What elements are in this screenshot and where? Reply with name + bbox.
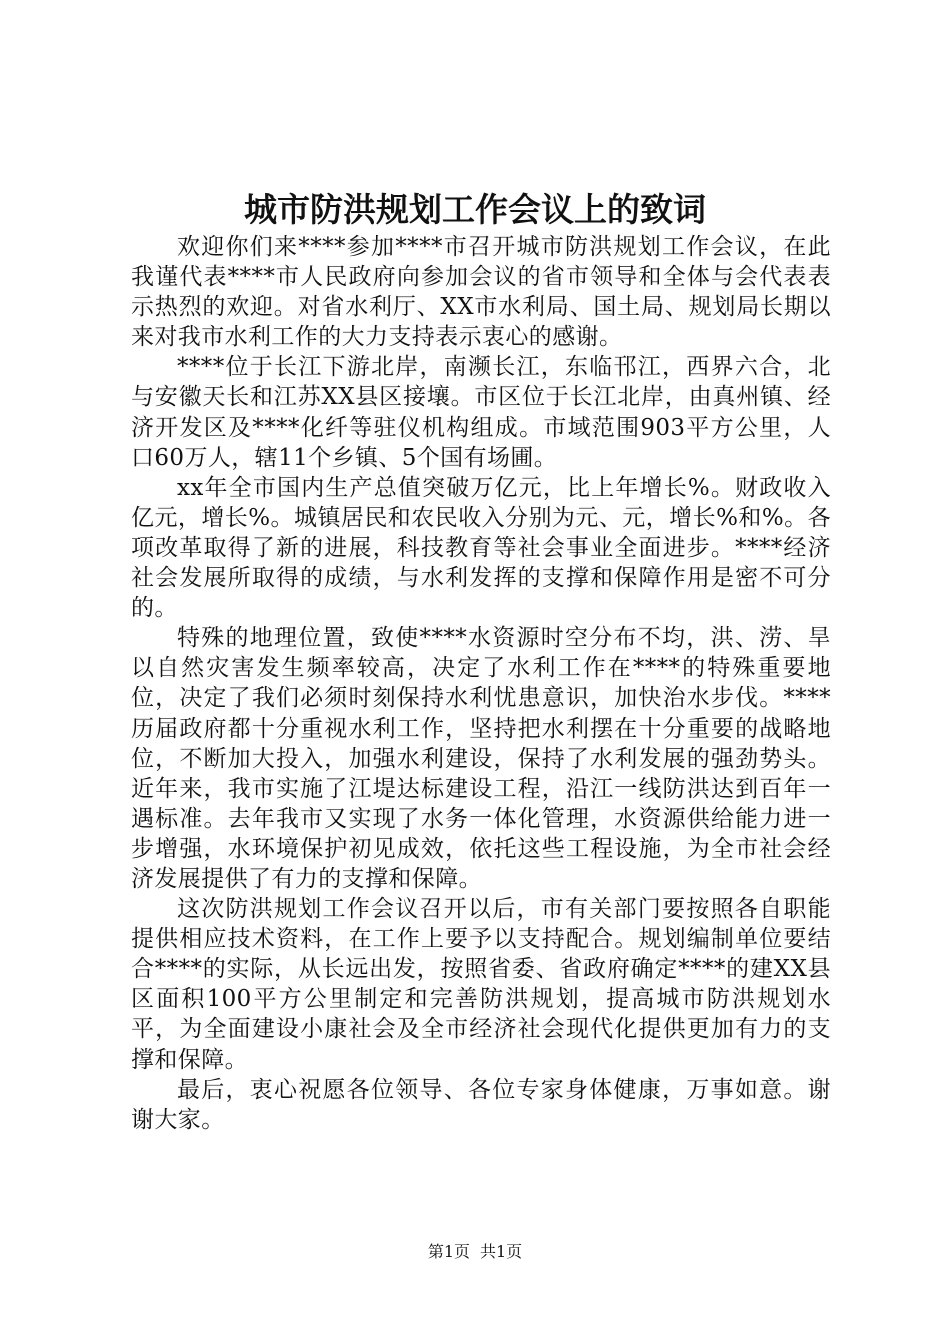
page-number: 第1页 <box>427 1242 470 1261</box>
paragraph-location: ****位于长江下游北岸，南濒长江，东临邗江，西界六合，北与安徽天长和江苏XX县区接壤。市区位于长江北岸，由真州镇、经济开发区及****化纤等驻仪机构组成。市域范围903平方公里，人口60万人，辖11个乡镇、5个国有场圃。 <box>131 354 831 471</box>
page-total: 共1页 <box>480 1242 523 1261</box>
paragraph-economy: xx年全市国内生产总值突破万亿元，比上年增长%。财政收入亿元，增长%。城镇居民和农民收入分别为元、元，增长%和%。各项改革取得了新的进展，科技教育等社会事业全面进步。****经济社会发展所取得的成绩，与水利发挥的支撑和保障作用是密不可分的。 <box>131 474 831 622</box>
paragraph-closing: 最后，衷心祝愿各位领导、各位专家身体健康，万事如意。谢谢大家。 <box>131 1076 831 1133</box>
paragraph-water-conservancy: 特殊的地理位置，致使****水资源时空分布不均，洪、涝、旱以自然灾害发生频率较高，决定了水利工作在****的特殊重要地位，决定了我们必须时刻保持水利忧患意识，加快治水步伐。****历届政府都十分重视水利工作，坚持把水利摆在十分重要的战略地位，不断加大投入，加强水利建设，保持了水利发展的强劲势头。近年来，我市实施了江堤达标建设工程，沿江一线防洪达到百年一遇标准。去年我市又实现了水务一体化管理，水资源供给能力进一步增强，水环境保护初见成效，依托这些工程设施，为全市社会经济发展提供了有力的支撑和保障。 <box>131 625 831 892</box>
paragraph-welcome: 欢迎你们来****参加****市召开城市防洪规划工作会议，在此我谨代表****市人民政府向参加会议的省市领导和全体与会代表表示热烈的欢迎。对省水利厅、XX市水利局、国土局、规划局长期以来对我市水利工作的大力支持表示衷心的感谢。 <box>131 234 831 351</box>
document-body <box>131 232 831 1135</box>
page-footer <box>0 1241 950 1263</box>
paragraph-planning: 这次防洪规划工作会议召开以后，市有关部门要按照各自职能提供相应技术资料，在工作上要予以支持配合。规划编制单位要结合****的实际，从长远出发，按照省委、省政府确定****的建XX县区面积100平方公里制定和完善防洪规划，提高城市防洪规划水平，为全面建设小康社会及全市经济社会现代化提供更加有力的支撑和保障。 <box>131 896 831 1073</box>
page-title: 城市防洪规划工作会议上的致词 <box>244 190 706 229</box>
